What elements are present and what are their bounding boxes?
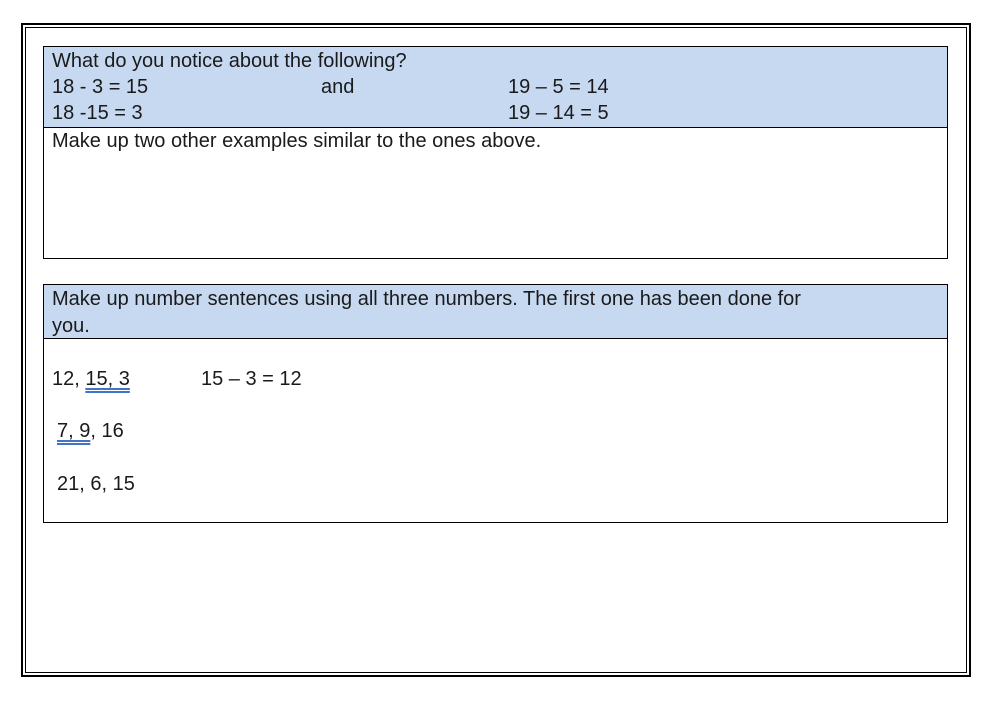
equation-19-14: 19 – 14 = 5 xyxy=(508,102,609,124)
notice-prompt: What do you notice about the following? xyxy=(52,50,407,72)
number-sentences-header xyxy=(44,285,947,339)
examples-task: Make up two other examples similar to the ones above. xyxy=(52,130,542,152)
numbers-suffix: , 16 xyxy=(90,420,124,442)
equation-18-15: 18 -15 = 3 xyxy=(52,102,143,124)
numbers-underlined: 7, 9 xyxy=(57,420,91,442)
number-sentences-box xyxy=(43,284,948,523)
numbers-prefix: 12, xyxy=(52,368,86,390)
example-sentence: 15 – 3 = 12 xyxy=(201,368,302,390)
list-item: 21, 6, 15 xyxy=(57,473,135,495)
and-word: and xyxy=(321,76,355,98)
number-sentences-prompt-line2: you. xyxy=(52,315,90,337)
equation-18-3: 18 - 3 = 15 xyxy=(52,76,149,98)
list-item xyxy=(57,418,124,444)
notice-box xyxy=(43,46,948,259)
numbers-underlined: 15, 3 xyxy=(85,368,130,390)
notice-header xyxy=(44,47,947,128)
list-item xyxy=(52,366,130,392)
number-sentences-prompt-line1: Make up number sentences using all three numbers. The first one has been done for xyxy=(52,288,801,310)
equation-19-5: 19 – 5 = 14 xyxy=(508,76,609,98)
